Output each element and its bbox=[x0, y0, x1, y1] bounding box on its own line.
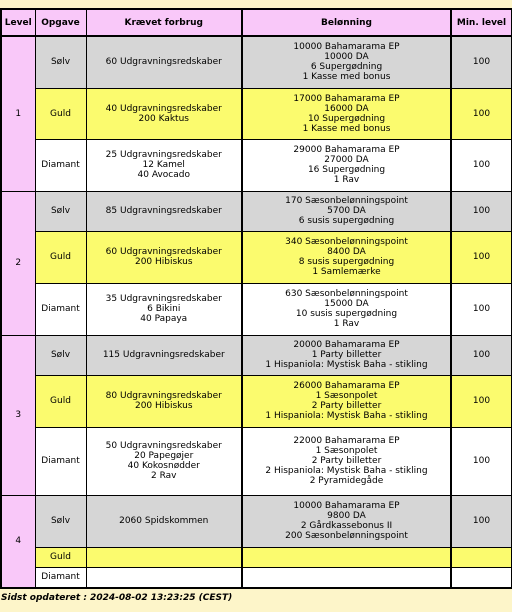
last-updated-footer: Sidst opdateret : 2024-08-02 13:23:25 (CEST) bbox=[1, 593, 233, 603]
task-cell: Diamant bbox=[35, 283, 86, 335]
task-cell: Guld bbox=[35, 547, 86, 567]
table-row bbox=[1, 36, 512, 88]
reward-line: 10000 DA bbox=[324, 52, 369, 63]
required-line: 40 Avocado bbox=[137, 170, 190, 180]
min-level-cell: 100 bbox=[451, 375, 512, 427]
required-line: 200 Kaktus bbox=[138, 113, 189, 124]
reward-line: 1 Samlemærke bbox=[312, 267, 381, 277]
required-line: 50 Udgravningsredskaber bbox=[105, 441, 222, 451]
reward-cell bbox=[242, 191, 451, 231]
reward-line: 26000 Bahamarama EP bbox=[293, 381, 400, 391]
task-cell: Diamant bbox=[35, 427, 86, 495]
header-task: Opgave bbox=[35, 9, 86, 36]
reward-cell bbox=[242, 375, 451, 427]
task-cell: Sølv bbox=[35, 191, 86, 231]
required-cell bbox=[86, 427, 242, 495]
table-row bbox=[1, 427, 512, 495]
required-line: 2060 Spidskommen bbox=[119, 516, 209, 526]
required-cell bbox=[86, 139, 242, 191]
table-row bbox=[1, 495, 512, 547]
required-cell bbox=[86, 36, 242, 88]
reward-line: 8 susis supergødning bbox=[298, 257, 395, 267]
reward-cell bbox=[242, 283, 451, 335]
required-line: 200 Hibiskus bbox=[134, 401, 193, 411]
task-cell: Guld bbox=[35, 375, 86, 427]
required-line: 200 Hibiskus bbox=[134, 257, 193, 267]
header-min-level: Min. level bbox=[451, 9, 512, 36]
reward-line: 10000 Bahamarama EP bbox=[293, 42, 400, 53]
reward-line: 1 Sæsonpolet bbox=[315, 391, 378, 401]
reward-line: 2 Hispaniola: Mystisk Baha - stikling bbox=[265, 466, 428, 476]
reward-line: 200 Sæsonbelønningspoint bbox=[285, 531, 408, 541]
reward-line: 22000 Bahamarama EP bbox=[293, 436, 400, 446]
header-reward: Belønning bbox=[242, 9, 451, 36]
min-level-cell: 100 bbox=[451, 191, 512, 231]
required-line: 115 Udgravningsredskaber bbox=[102, 350, 225, 360]
reward-line: 17000 Bahamarama EP bbox=[293, 93, 400, 104]
reward-line: 8400 DA bbox=[327, 247, 366, 257]
level-cell: 4 bbox=[1, 495, 35, 588]
table-row bbox=[1, 335, 512, 375]
reward-cell bbox=[242, 427, 451, 495]
table-row bbox=[1, 283, 512, 335]
reward-line: 340 Sæsonbelønningspoint bbox=[285, 237, 408, 247]
required-cell bbox=[86, 547, 242, 567]
min-level-cell bbox=[451, 547, 512, 567]
reward-line: 16 Supergødning bbox=[307, 165, 386, 175]
level-cell: 2 bbox=[1, 191, 35, 335]
required-line: 40 Papaya bbox=[140, 314, 188, 324]
reward-line: 2 Gårdkassebonus II bbox=[300, 521, 393, 531]
task-cell: Guld bbox=[35, 88, 86, 139]
required-cell bbox=[86, 231, 242, 283]
min-level-cell: 100 bbox=[451, 495, 512, 547]
level-cell: 1 bbox=[1, 36, 35, 191]
required-line: 85 Udgravningsredskaber bbox=[105, 206, 222, 216]
reward-cell bbox=[242, 88, 451, 139]
header-level: Level bbox=[1, 9, 35, 36]
required-cell bbox=[86, 495, 242, 547]
required-line: 40 Udgravningsredskaber bbox=[105, 103, 222, 114]
reward-line: 170 Sæsonbelønningspoint bbox=[285, 196, 408, 206]
table-body bbox=[1, 36, 512, 588]
required-cell bbox=[86, 283, 242, 335]
table-row bbox=[1, 139, 512, 191]
reward-line: 2 Pyramidegåde bbox=[309, 476, 384, 486]
table-row bbox=[1, 88, 512, 139]
min-level-cell: 100 bbox=[451, 88, 512, 139]
reward-line: 5700 DA bbox=[327, 206, 366, 216]
required-line: 2 Rav bbox=[151, 471, 177, 481]
min-level-cell: 100 bbox=[451, 139, 512, 191]
required-line: 60 Udgravningsredskaber bbox=[105, 247, 222, 257]
min-level-cell: 100 bbox=[451, 36, 512, 88]
table-row bbox=[1, 567, 512, 588]
level-cell: 3 bbox=[1, 335, 35, 495]
required-line: 80 Udgravningsredskaber bbox=[105, 391, 222, 401]
min-level-cell: 100 bbox=[451, 283, 512, 335]
reward-cell bbox=[242, 547, 451, 567]
header-row bbox=[1, 9, 512, 36]
reward-line: 10000 Bahamarama EP bbox=[293, 501, 400, 511]
reward-line: 2 Party billetter bbox=[311, 456, 382, 466]
table-row bbox=[1, 547, 512, 567]
table-row bbox=[1, 191, 512, 231]
reward-line: 630 Sæsonbelønningspoint bbox=[285, 289, 408, 299]
table-row bbox=[1, 375, 512, 427]
min-level-cell: 100 bbox=[451, 427, 512, 495]
reward-line: 9800 DA bbox=[327, 511, 366, 521]
required-line: 35 Udgravningsredskaber bbox=[105, 294, 222, 304]
reward-line: 10 Supergødning bbox=[307, 113, 386, 124]
reward-line: 1 Kasse med bonus bbox=[302, 72, 391, 83]
reward-line: 29000 Bahamarama EP bbox=[293, 145, 400, 155]
required-cell bbox=[86, 88, 242, 139]
table-row bbox=[1, 231, 512, 283]
reward-line: 1 Party billetter bbox=[311, 350, 382, 360]
required-line: 6 Bikini bbox=[147, 304, 181, 314]
task-cell: Diamant bbox=[35, 139, 86, 191]
required-cell bbox=[86, 335, 242, 375]
task-cell: Guld bbox=[35, 231, 86, 283]
reward-line: 1 Hispaniola: Mystisk Baha - stikling bbox=[265, 411, 428, 421]
reward-line: 6 Supergødning bbox=[310, 62, 383, 73]
reward-line: 6 susis supergødning bbox=[298, 216, 395, 226]
reward-line: 1 Hispaniola: Mystisk Baha - stikling bbox=[265, 360, 428, 370]
reward-table bbox=[0, 8, 512, 589]
reward-line: 2 Party billetter bbox=[311, 401, 382, 411]
reward-line: 1 Rav bbox=[333, 319, 360, 329]
reward-line: 27000 DA bbox=[324, 155, 369, 165]
required-cell bbox=[86, 191, 242, 231]
task-cell: Diamant bbox=[35, 567, 86, 588]
task-cell: Sølv bbox=[35, 335, 86, 375]
required-line: 20 Papegøjer bbox=[134, 451, 194, 461]
task-cell: Sølv bbox=[35, 495, 86, 547]
min-level-cell bbox=[451, 567, 512, 588]
required-cell bbox=[86, 567, 242, 588]
reward-cell bbox=[242, 335, 451, 375]
reward-line: 1 Kasse med bonus bbox=[302, 123, 391, 134]
min-level-cell: 100 bbox=[451, 231, 512, 283]
reward-line: 1 Rav bbox=[333, 175, 360, 185]
reward-cell bbox=[242, 139, 451, 191]
task-cell: Sølv bbox=[35, 36, 86, 88]
required-cell bbox=[86, 375, 242, 427]
reward-line: 10 susis supergødning bbox=[295, 309, 398, 319]
reward-cell bbox=[242, 231, 451, 283]
reward-cell bbox=[242, 495, 451, 547]
reward-line: 20000 Bahamarama EP bbox=[293, 340, 400, 350]
required-line: 40 Kokosnødder bbox=[127, 461, 200, 471]
reward-line: 16000 DA bbox=[324, 103, 369, 114]
reward-cell bbox=[242, 567, 451, 588]
reward-cell bbox=[242, 36, 451, 88]
reward-line: 15000 DA bbox=[324, 299, 369, 309]
header-required: Krævet forbrug bbox=[86, 9, 242, 36]
reward-line: 1 Sæsonpolet bbox=[315, 446, 378, 456]
min-level-cell: 100 bbox=[451, 335, 512, 375]
required-line: 12 Kamel bbox=[142, 160, 185, 170]
required-line: 60 Udgravningsredskaber bbox=[105, 57, 222, 68]
required-line: 25 Udgravningsredskaber bbox=[105, 150, 222, 160]
